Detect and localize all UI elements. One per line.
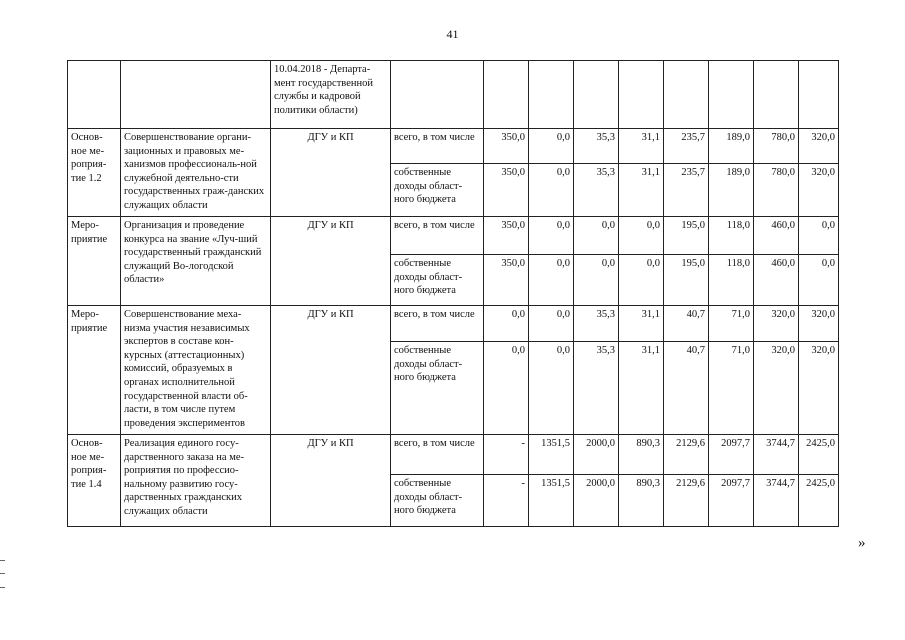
cell-value: 35,3 bbox=[574, 164, 619, 217]
cell-value: 350,0 bbox=[484, 129, 529, 164]
cell-value: - bbox=[484, 435, 529, 475]
cell-value: 0,0 bbox=[484, 342, 529, 435]
cell-value: 31,1 bbox=[619, 306, 664, 342]
cell-value: 3744,7 bbox=[754, 475, 799, 527]
cell-value: 320,0 bbox=[799, 342, 839, 435]
cell-value: 0,0 bbox=[619, 255, 664, 306]
cell-value: 235,7 bbox=[664, 129, 709, 164]
cell-value: 460,0 bbox=[754, 255, 799, 306]
cell-value: 890,3 bbox=[619, 435, 664, 475]
cell-executor: ДГУ и КП bbox=[271, 435, 391, 527]
margin-tick-mark bbox=[0, 560, 5, 588]
cell-title bbox=[121, 61, 271, 129]
cell-value: 350,0 bbox=[484, 217, 529, 255]
cell-value: 2097,7 bbox=[709, 475, 754, 527]
cell-value: 2129,6 bbox=[664, 435, 709, 475]
cell-value: 460,0 bbox=[754, 217, 799, 255]
cell-value: 31,1 bbox=[619, 164, 664, 217]
cell-source: всего, в том числе bbox=[391, 217, 484, 255]
cell-source: собственные доходы област-ного бюджета bbox=[391, 255, 484, 306]
cell-value: 2000,0 bbox=[574, 435, 619, 475]
cell-value: 35,3 bbox=[574, 342, 619, 435]
cell-value: 118,0 bbox=[709, 255, 754, 306]
cell-value: 2000,0 bbox=[574, 475, 619, 527]
table-row bbox=[68, 129, 839, 164]
cell-value: 0,0 bbox=[799, 255, 839, 306]
cell-value: 40,7 bbox=[664, 306, 709, 342]
cell-value: 0,0 bbox=[619, 217, 664, 255]
cell-kind bbox=[68, 61, 121, 129]
cell-value: 71,0 bbox=[709, 306, 754, 342]
cell-value: 0,0 bbox=[529, 342, 574, 435]
table-body bbox=[68, 61, 839, 527]
cell-kind: Основ-ное ме-роприя-тие 1.2 bbox=[68, 129, 121, 217]
cell-executor: 10.04.2018 - Департа-мент государственной службы и кадровой политики области) bbox=[271, 61, 391, 129]
cell-value: 0,0 bbox=[484, 306, 529, 342]
cell-source bbox=[391, 61, 484, 129]
cell-value: 780,0 bbox=[754, 129, 799, 164]
cell-source: собственные доходы област-ного бюджета bbox=[391, 164, 484, 217]
cell-value: 320,0 bbox=[799, 129, 839, 164]
table-row bbox=[68, 61, 839, 129]
cell-source: собственные доходы област-ного бюджета bbox=[391, 475, 484, 527]
cell-value: 40,7 bbox=[664, 342, 709, 435]
page-number: 41 bbox=[446, 27, 459, 41]
cell-title: Совершенствование меха-низма участия независимых экспертов в составе кон-курсных (аттестационных) комиссий, образуемых в органах исполнительной государственной власти об-ласти, в том числе путем проведения экспериментов bbox=[121, 306, 271, 435]
cell-value: 189,0 bbox=[709, 129, 754, 164]
cell-value: 350,0 bbox=[484, 164, 529, 217]
cell-title: Реализация единого госу-дарственного заказа на ме-роприятия по профессио-нальному развитию госу-дарственных гражданских служащих области bbox=[121, 435, 271, 527]
cell-value: 0,0 bbox=[529, 164, 574, 217]
cell-executor: ДГУ и КП bbox=[271, 306, 391, 435]
program-funding-table bbox=[67, 60, 839, 527]
cell-value: 890,3 bbox=[619, 475, 664, 527]
cell-kind: Меро-приятие bbox=[68, 217, 121, 306]
cell-value: 189,0 bbox=[709, 164, 754, 217]
table-row bbox=[68, 435, 839, 475]
cell-value: 31,1 bbox=[619, 129, 664, 164]
cell-value: 2425,0 bbox=[799, 475, 839, 527]
cell-kind: Меро-приятие bbox=[68, 306, 121, 435]
cell-executor: ДГУ и КП bbox=[271, 129, 391, 217]
cell-value: 350,0 bbox=[484, 255, 529, 306]
cell-title: Организация и проведение конкурса на звание «Луч-ший государственный гражданский служащий Во-логодской области» bbox=[121, 217, 271, 306]
cell-value: 195,0 bbox=[664, 255, 709, 306]
cell-source: всего, в том числе bbox=[391, 435, 484, 475]
cell-value: 0,0 bbox=[799, 217, 839, 255]
cell-kind: Основ-ное ме-роприя-тие 1.4 bbox=[68, 435, 121, 527]
cell-value: 0,0 bbox=[529, 217, 574, 255]
cell-value: 0,0 bbox=[529, 255, 574, 306]
continuation-mark: » bbox=[858, 535, 866, 551]
cell-value: 320,0 bbox=[754, 342, 799, 435]
cell-source: собственные доходы област-ного бюджета bbox=[391, 342, 484, 435]
cell-value: 1351,5 bbox=[529, 475, 574, 527]
cell-value: 3744,7 bbox=[754, 435, 799, 475]
cell-value: 2097,7 bbox=[709, 435, 754, 475]
cell-value: 71,0 bbox=[709, 342, 754, 435]
cell-value: 320,0 bbox=[754, 306, 799, 342]
cell-value: 2129,6 bbox=[664, 475, 709, 527]
table-row bbox=[68, 217, 839, 255]
cell-value: 118,0 bbox=[709, 217, 754, 255]
cell-value: 35,3 bbox=[574, 306, 619, 342]
table-row bbox=[68, 306, 839, 342]
cell-value: 0,0 bbox=[574, 217, 619, 255]
cell-title: Совершенствование органи-зационных и правовых ме-ханизмов профессиональ-ной служебной деятельно-сти государственных граж-данских служащих области bbox=[121, 129, 271, 217]
cell-value: 1351,5 bbox=[529, 435, 574, 475]
cell-source: всего, в том числе bbox=[391, 129, 484, 164]
cell-value: 0,0 bbox=[529, 306, 574, 342]
cell-value: - bbox=[484, 475, 529, 527]
cell-source: всего, в том числе bbox=[391, 306, 484, 342]
cell-executor: ДГУ и КП bbox=[271, 217, 391, 306]
cell-value: 35,3 bbox=[574, 129, 619, 164]
cell-value: 31,1 bbox=[619, 342, 664, 435]
cell-value: 320,0 bbox=[799, 164, 839, 217]
cell-value: 195,0 bbox=[664, 217, 709, 255]
cell-value: 0,0 bbox=[574, 255, 619, 306]
cell-value: 780,0 bbox=[754, 164, 799, 217]
cell-value: 235,7 bbox=[664, 164, 709, 217]
cell-value: 0,0 bbox=[529, 129, 574, 164]
cell-value: 320,0 bbox=[799, 306, 839, 342]
cell-value: 2425,0 bbox=[799, 435, 839, 475]
